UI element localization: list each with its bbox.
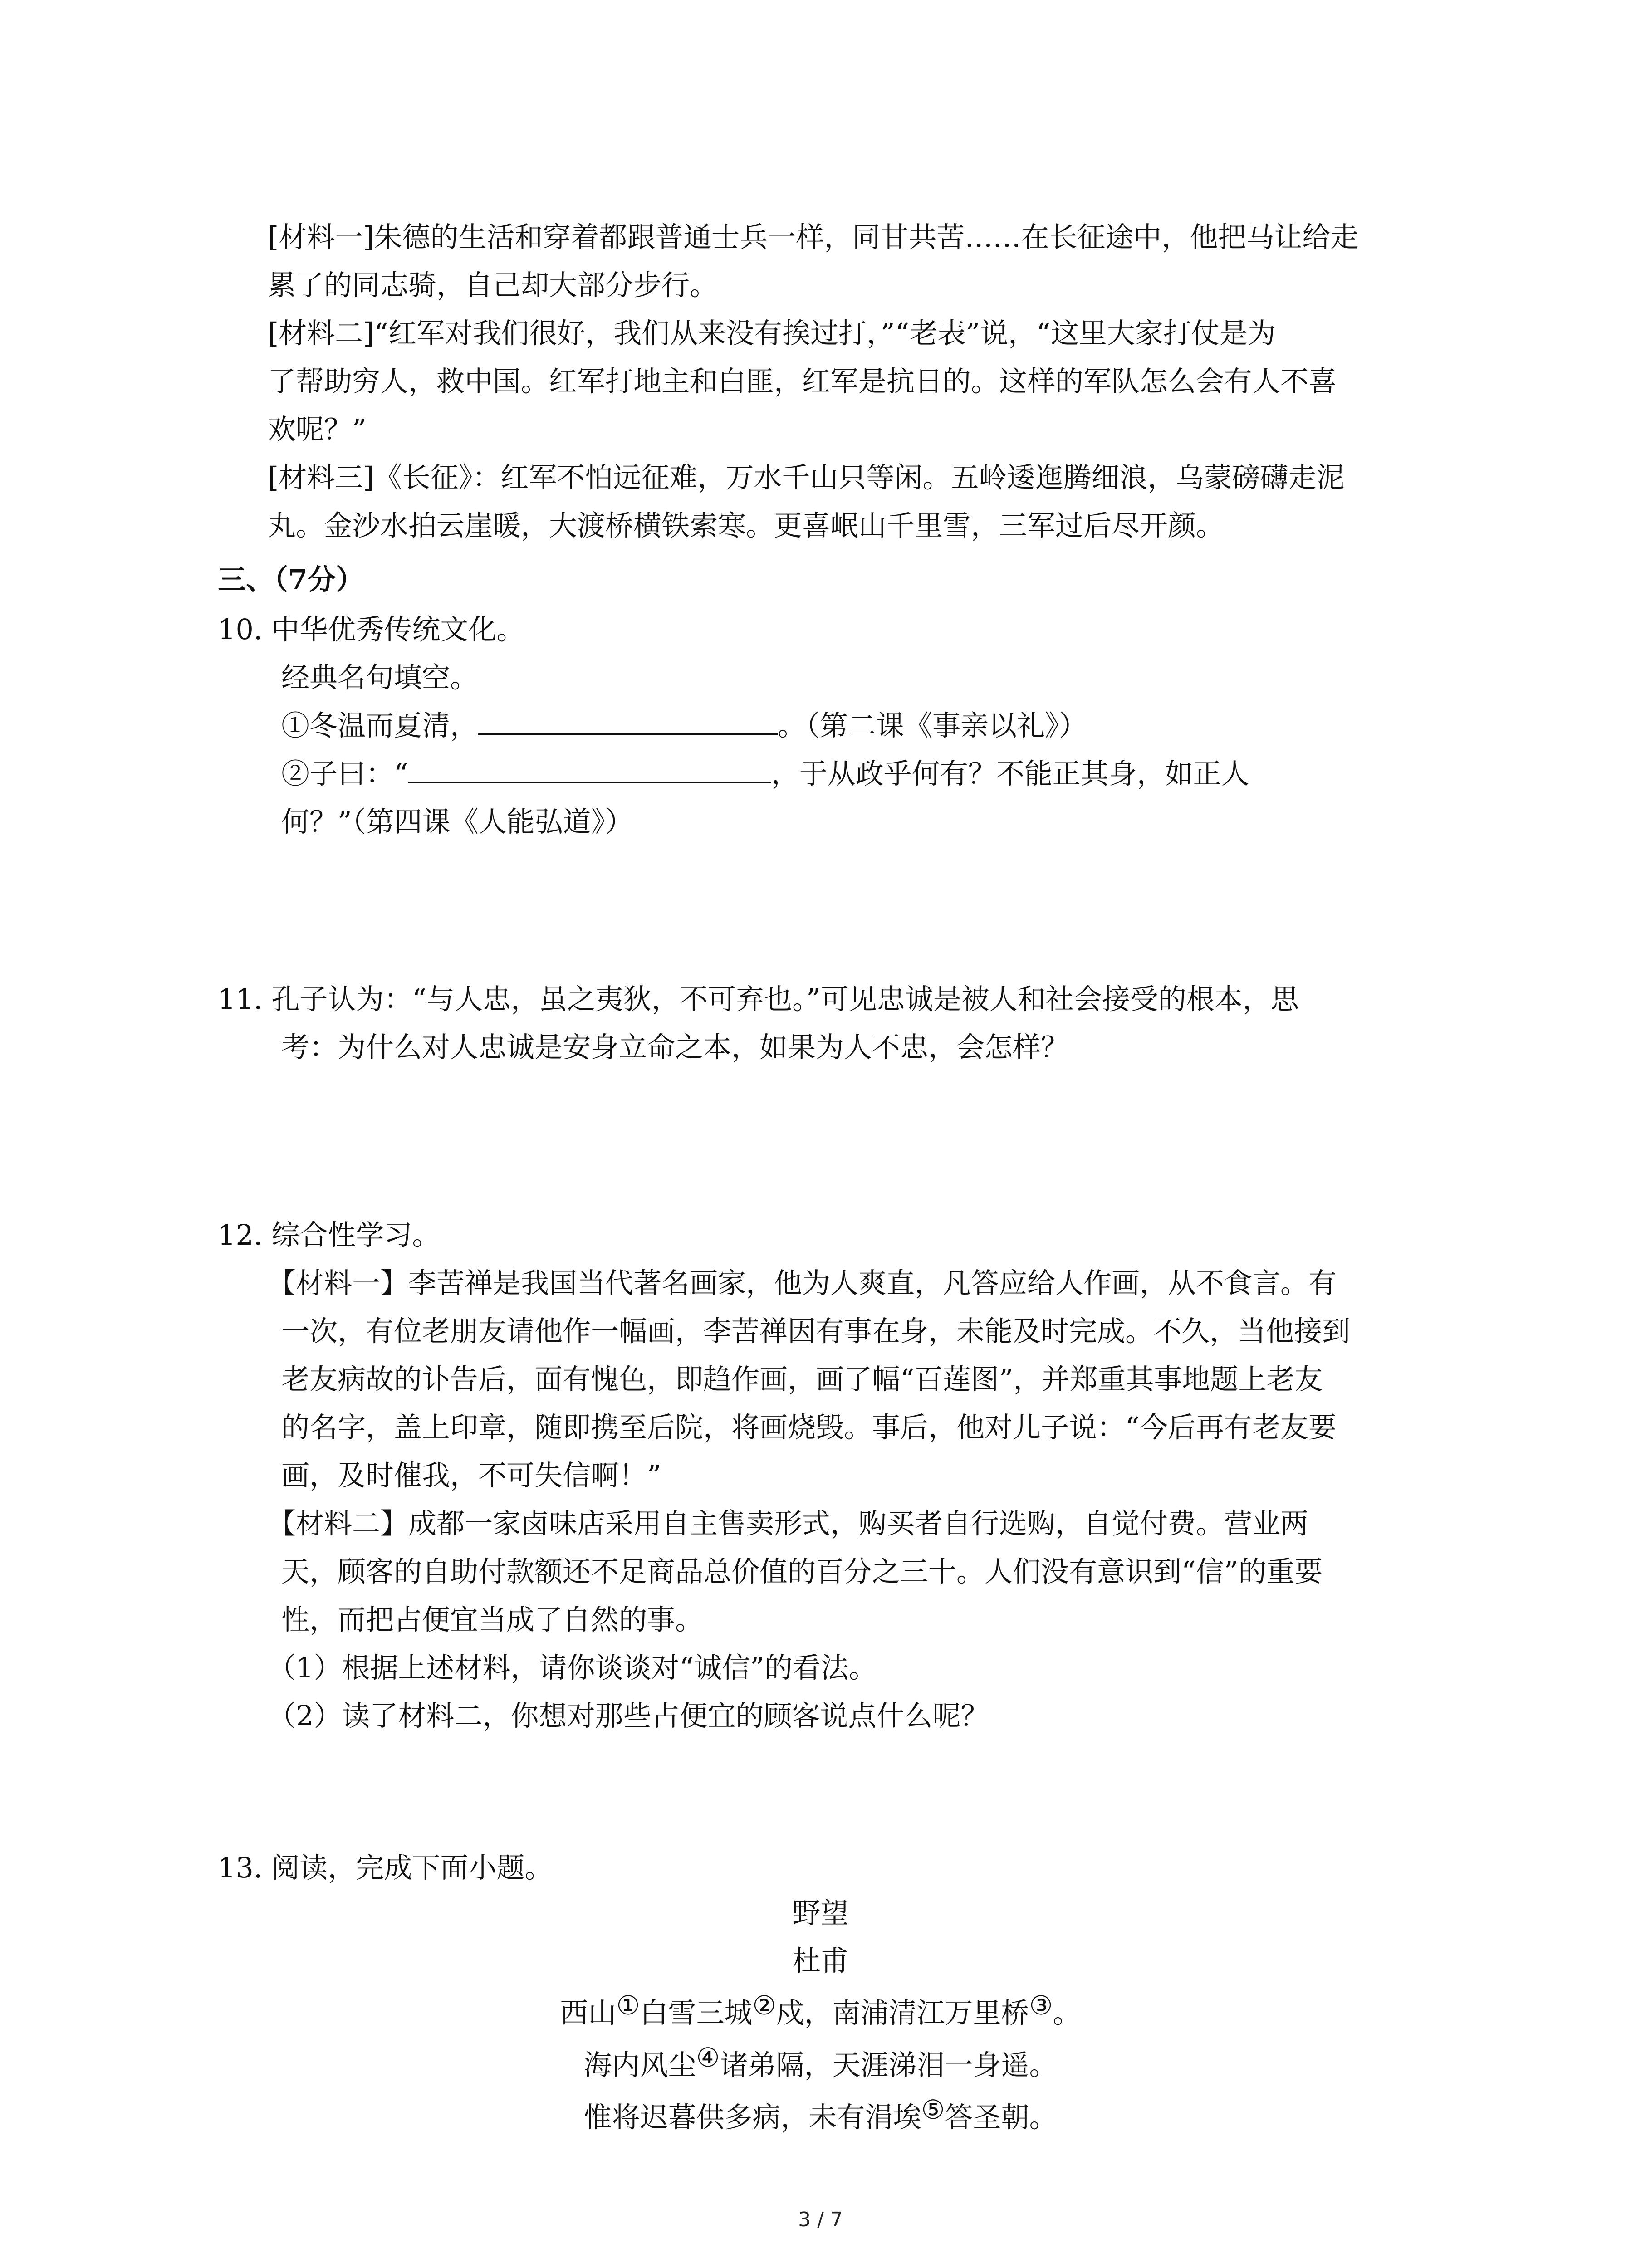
- material-2-line-2: 天，顾客的自助付款额还不足商品总价值的百分之三十。人们没有意识到“信”的重要: [281, 1555, 1323, 1588]
- question-subtitle: 经典名句填空。: [281, 661, 479, 694]
- poem-text: 海内风尘: [583, 2048, 696, 2082]
- poem-text: 白雪三城: [640, 1996, 753, 2029]
- poem-text: 诸弟隔，天涯涕泪一身遥。: [720, 2048, 1058, 2082]
- section-heading: 三、（7分）: [218, 563, 364, 596]
- question-10: [218, 606, 1443, 846]
- fill-item-2: [218, 750, 1443, 798]
- poem-text: 。: [1053, 1996, 1081, 2029]
- question-11: [218, 975, 1443, 1071]
- material-2-line-1: 【材料二】成都一家卤味店采用自主售卖形式，购买者自行选购，自觉付费。营业两: [268, 1507, 1309, 1540]
- question-text-line-1: 孔子认为：“与人忠，虽之夷狄，不可弃也。”可见忠诚是被人和社会接受的根本，思: [271, 982, 1299, 1016]
- annotation-marker-2: ②: [752, 1990, 776, 2021]
- poem-line-1: [0, 1989, 1641, 2037]
- sub-question-1: （1）根据上述材料，请你谈谈对“诚信”的看法。: [268, 1651, 877, 1684]
- material-1-line-1: [材料一]朱德的生活和穿着都跟普通士兵一样，同甘共苦……在长征途中，他把马让给走: [268, 220, 1359, 254]
- poem-text: 答圣朝。: [945, 2101, 1058, 2134]
- materials-block: [0, 213, 1456, 550]
- poem-author: 杜甫: [792, 1944, 849, 1977]
- material-1-line-2: 累了的同志骑，自己却大部分步行。: [268, 269, 718, 302]
- poem-text: 戍，南浦清江万里桥: [776, 1996, 1029, 2029]
- annotation-marker-3: ③: [1029, 1990, 1053, 2021]
- material-1-line-4: 的名字，盖上印章，随即携至后院，将画烧毁。事后，他对儿子说：“今后再有老友要: [281, 1411, 1337, 1444]
- material-3-line-1: [材料三]《长征》：红军不怕远征难，万水千山只等闲。五岭逶迤腾细浪，乌蒙磅礴走泥: [268, 461, 1345, 494]
- answer-blank-2[interactable]: [408, 754, 771, 783]
- question-text-line-2: 考：为什么对人忠诚是安身立命之本，如果为人不忠，会怎样？: [281, 1031, 1069, 1064]
- material-1-line-2: 一次，有位老朋友请他作一幅画，李苦禅因有事在身，未能及时完成。不久，当他接到: [281, 1315, 1351, 1348]
- question-number: 11.: [218, 982, 263, 1016]
- sub-question-2: （2）读了材料二，你想对那些占便宜的顾客说点什么呢？: [268, 1699, 989, 1732]
- annotation-marker-5: ⑤: [921, 2094, 945, 2125]
- answer-blank-1[interactable]: [478, 706, 778, 735]
- question-number: 12.: [218, 1218, 263, 1251]
- fill-item-1: [218, 702, 1443, 750]
- poem-line-3: [0, 2093, 1641, 2141]
- question-title: 综合性学习。: [271, 1218, 441, 1251]
- material-2-line-1: [材料二]“红军对我们很好，我们从来没有挨过打，”“老表”说，“这里大家打仗是为: [268, 317, 1276, 350]
- material-2-line-3: 性，而把占便宜当成了自然的事。: [281, 1603, 704, 1636]
- material-2-line-2: 了帮助穷人，救中国。红军打地主和白匪，红军是抗日的。这样的军队怎么会有人不喜: [268, 365, 1337, 398]
- question-title: 中华优秀传统文化。: [271, 613, 525, 646]
- material-1-line-1: 【材料一】李苦禅是我国当代著名画家，他为人爽直，凡答应给人作画，从不食言。有: [268, 1266, 1337, 1300]
- question-13: [218, 1844, 1443, 1892]
- material-1-line-5: 画，及时催我，不可失信啊！”: [281, 1459, 661, 1492]
- material-2-line-3: 欢呢？”: [268, 413, 367, 446]
- fill-item-1-suffix: 。（第二课《事亲以礼》）: [778, 709, 1087, 742]
- fill-item-2-line-2: 何？”（第四课《人能弘道》）: [281, 805, 633, 838]
- fill-item-1-prefix: ①冬温而夏清，: [281, 709, 479, 742]
- annotation-marker-4: ④: [696, 2042, 720, 2073]
- material-3-line-2: 丸。金沙水拍云崖暖，大渡桥横铁索寒。更喜岷山千里雪，三军过后尽开颜。: [268, 509, 1225, 542]
- question-title: 阅读，完成下面小题。: [271, 1851, 553, 1884]
- page-number: 3 / 7: [798, 2208, 843, 2231]
- fill-item-2-prefix: ②子曰：“: [281, 757, 408, 790]
- question-number: 10.: [218, 613, 263, 646]
- poem-title: 野望: [792, 1897, 849, 1930]
- question-number: 13.: [218, 1851, 263, 1884]
- poem-line-2: [0, 2041, 1641, 2089]
- poem-text: 西山: [560, 1996, 617, 2029]
- fill-item-2-suffix: ，于从政乎何有？不能正其身，如正人: [771, 757, 1249, 790]
- question-12: [218, 1211, 1443, 1740]
- poem-text: 惟将迟暮供多病，未有涓埃: [583, 2101, 921, 2134]
- annotation-marker-1: ①: [616, 1990, 640, 2021]
- material-1-line-3: 老友病故的讣告后，面有愧色，即趋作画，画了幅“百莲图”，并郑重其事地题上老友: [281, 1363, 1323, 1396]
